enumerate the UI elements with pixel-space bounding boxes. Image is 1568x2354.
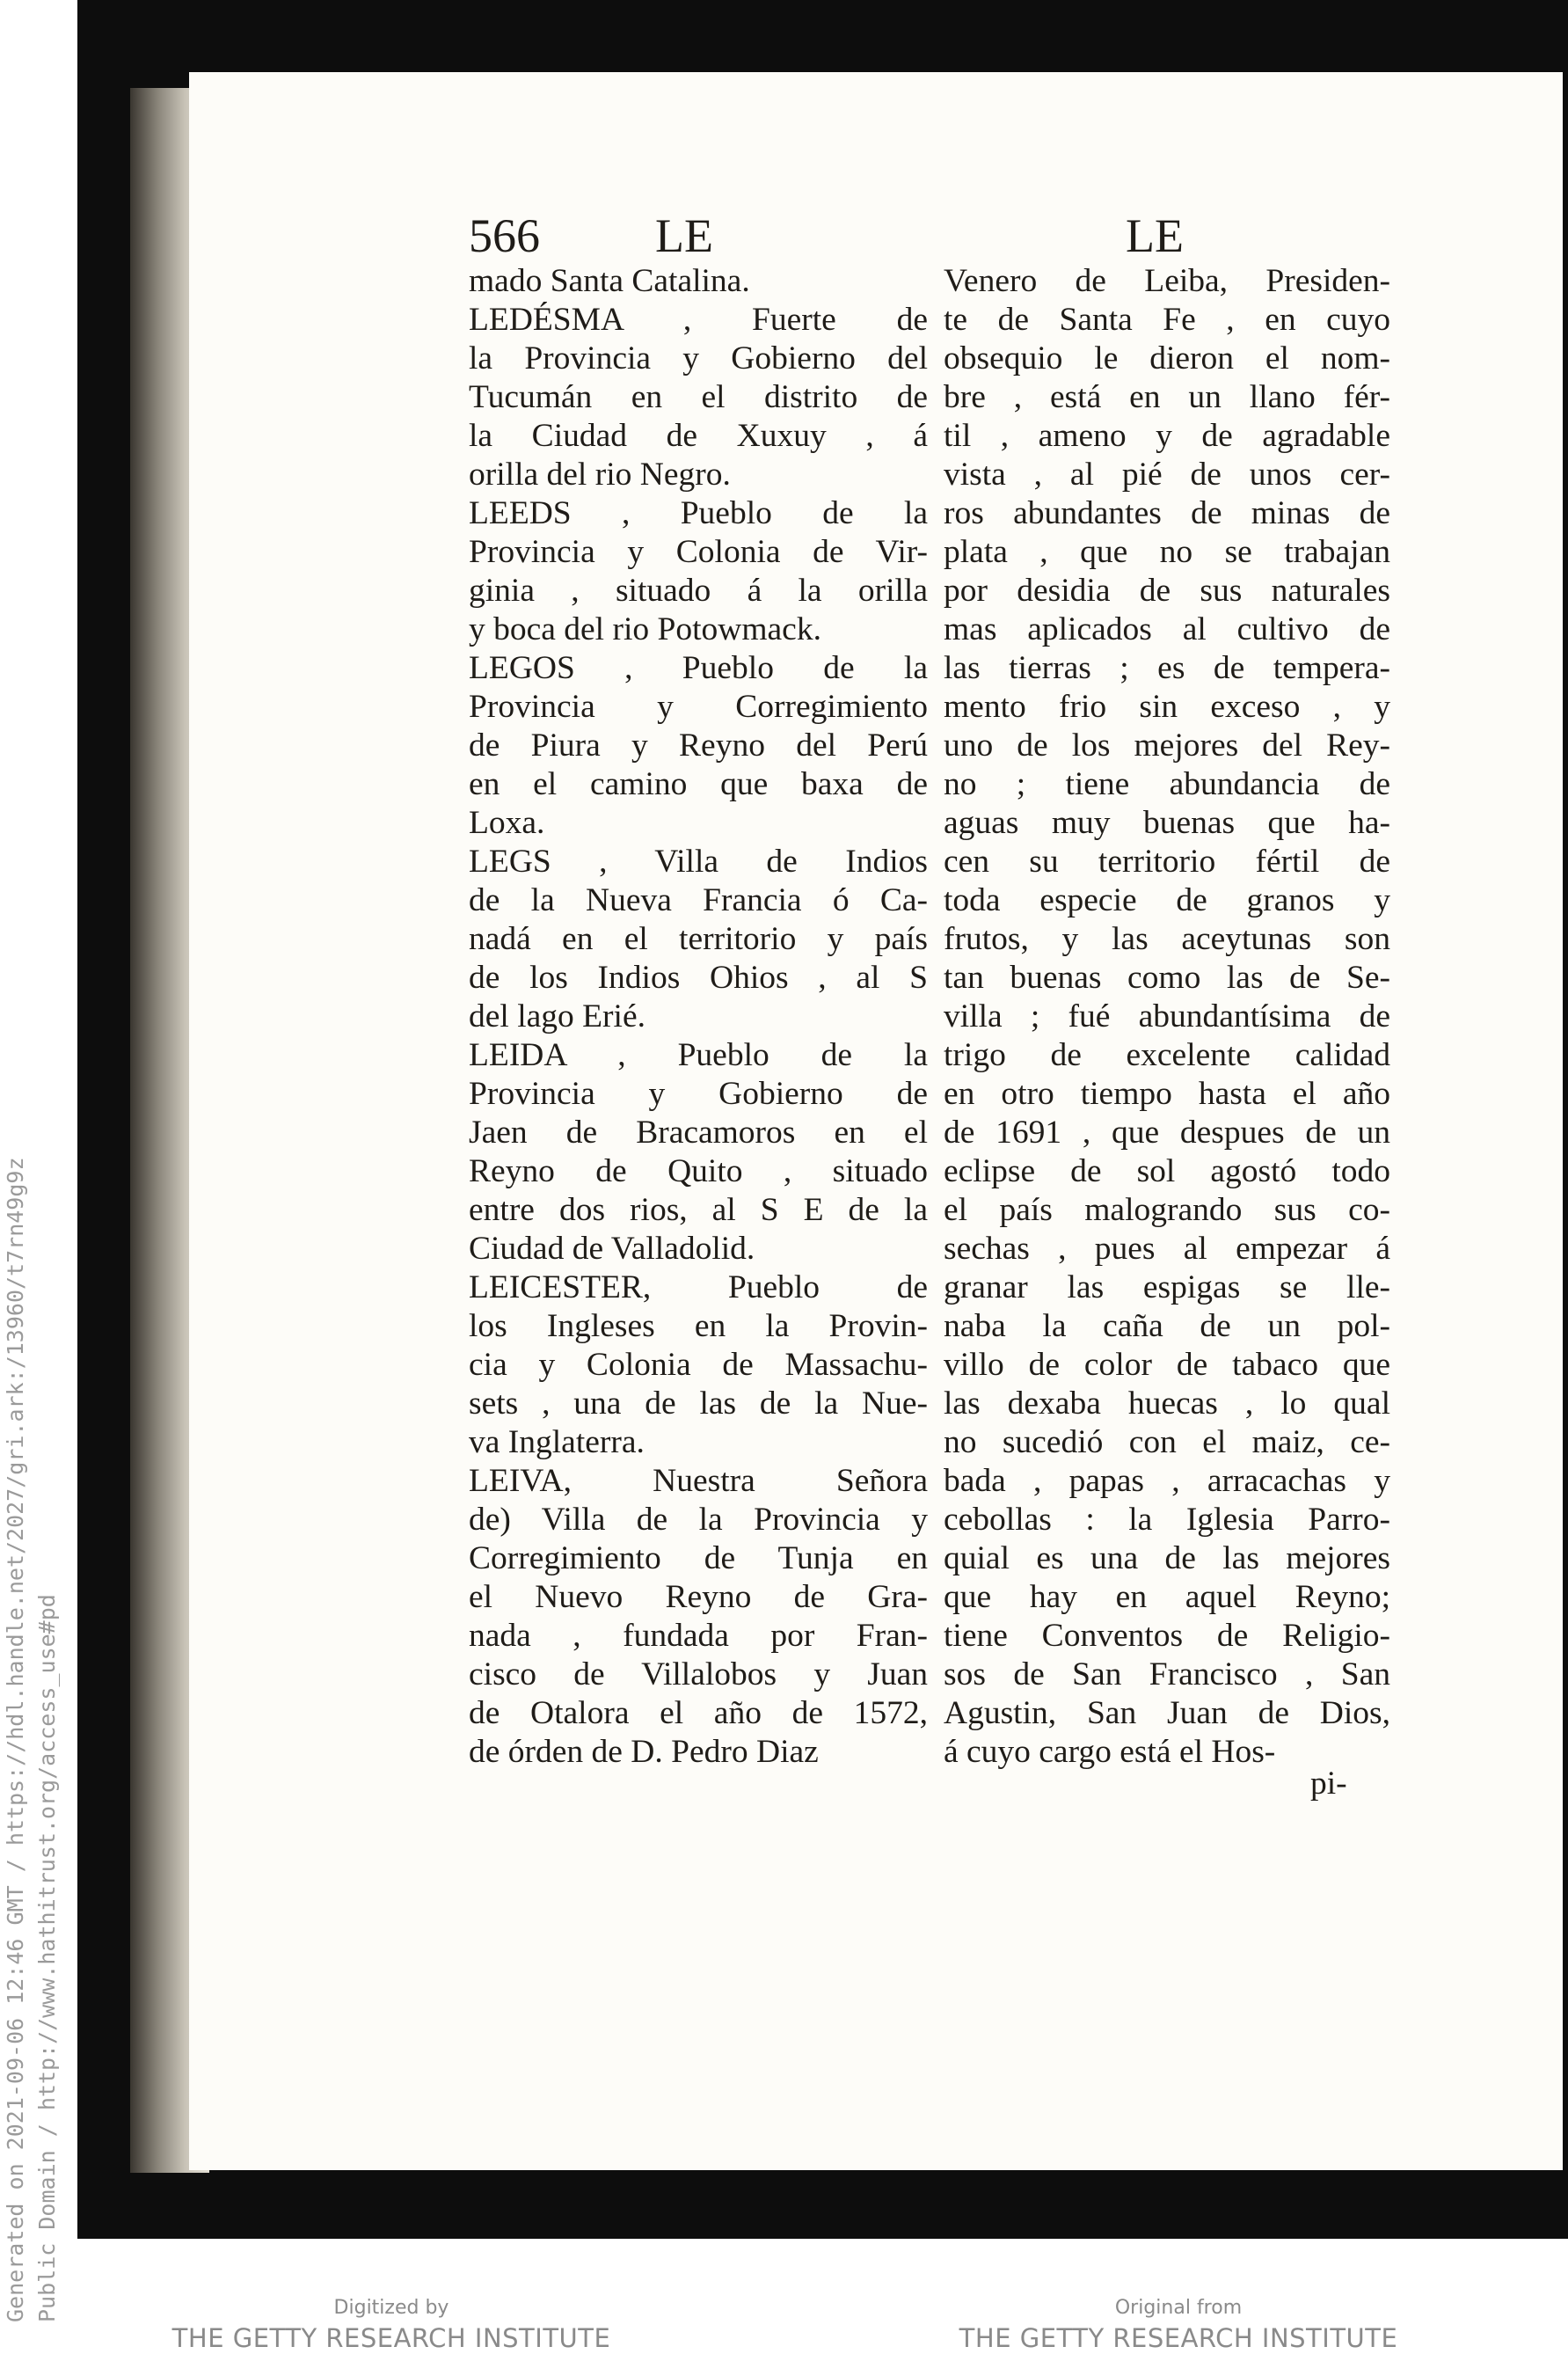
- text-line: frutos, y las aceytunas son: [944, 921, 1390, 957]
- text-line: el Nuevo Reyno de Gra-: [469, 1579, 928, 1615]
- text-line: plata , que no se trabajan: [944, 534, 1390, 570]
- text-line: del lago Erié.: [469, 998, 645, 1034]
- stamp-line-2: Public Domain / http://www.hathitrust.org/access_use#pd: [34, 1594, 60, 2322]
- text-line: orilla del rio Negro.: [469, 457, 731, 493]
- text-line: ginia , situado á la orilla: [469, 573, 928, 609]
- text-line: Provincia y Colonia de Vir-: [469, 534, 928, 570]
- text-line: LEGOS , Pueblo de la: [469, 650, 928, 686]
- text-line: LEDÉSMA , Fuerte de: [469, 302, 928, 338]
- text-line: ros abundantes de minas de: [944, 495, 1390, 531]
- text-line: Tucumán en el distrito de: [469, 379, 928, 415]
- text-line: de los Indios Ohios , al S: [469, 960, 928, 996]
- text-line: sechas , pues al empezar á: [944, 1231, 1390, 1267]
- text-line: eclipse de sol agostó todo: [944, 1153, 1390, 1189]
- text-line: la Ciudad de Xuxuy , á: [469, 418, 928, 454]
- text-line: te de Santa Fe , en cuyo: [944, 302, 1390, 338]
- text-line: á cuyo cargo está el Hos-: [944, 1734, 1276, 1770]
- original-from-label: Original from: [1114, 2297, 1243, 2319]
- text-line: de 1691 , que despues de un: [944, 1115, 1390, 1151]
- text-line: Reyno de Quito , situado: [469, 1153, 928, 1189]
- text-line: no sucedió con el maiz, ce-: [944, 1424, 1390, 1460]
- text-line: Agustin, San Juan de Dios,: [944, 1695, 1390, 1731]
- hathitrust-generation-stamp: [0, 1091, 70, 2322]
- stamp-line-1: Generated on 2021-09-06 12:46 GMT / https://hdl.handle.net/2027/gri.ark:/13960/t7rn49g9z: [3, 1157, 28, 2322]
- catchword: pi-: [1310, 1766, 1347, 1802]
- text-line: los Ingleses en la Provin-: [469, 1308, 928, 1344]
- text-line: Venero de Leiba, Presiden-: [944, 263, 1390, 299]
- text-line: LEGS , Villa de Indios: [469, 844, 928, 880]
- text-line: nadá en el territorio y país: [469, 921, 928, 957]
- text-line: va Inglaterra.: [469, 1424, 645, 1460]
- text-line: til , ameno y de agradable: [944, 418, 1390, 454]
- text-line: la Provincia y Gobierno del: [469, 340, 928, 376]
- text-line: el país malogrando sus co-: [944, 1192, 1390, 1228]
- text-line: de Piura y Reyno del Perú: [469, 727, 928, 764]
- text-line: LEEDS , Pueblo de la: [469, 495, 928, 531]
- text-line: villo de color de tabaco que: [944, 1347, 1390, 1383]
- original-holder-name: THE GETTY RESEARCH INSTITUTE: [959, 2323, 1398, 2353]
- text-line: bada , papas , arracachas y: [944, 1463, 1390, 1499]
- text-line: vista , al pié de unos cer-: [944, 457, 1390, 493]
- text-line: de la Nueva Francia ó Ca-: [469, 882, 928, 918]
- text-line: Provincia y Corregimiento: [469, 689, 928, 725]
- text-line: cen su territorio fértil de: [944, 844, 1390, 880]
- left-text-column: [469, 262, 928, 1772]
- page-number: 566: [469, 209, 540, 262]
- running-head-right: LE: [1126, 209, 1184, 262]
- text-line: sos de San Francisco , San: [944, 1656, 1390, 1692]
- text-line: uno de los mejores del Rey-: [944, 727, 1390, 764]
- text-line: nada , fundada por Fran-: [469, 1618, 928, 1654]
- text-line: LEIVA, Nuestra Señora: [469, 1463, 928, 1499]
- digitized-by-credit: [158, 2294, 624, 2354]
- text-line: de órden de D. Pedro Diaz: [469, 1734, 819, 1770]
- text-line: mas aplicados al cultivo de: [944, 611, 1390, 647]
- text-line: mento frio sin exceso , y: [944, 689, 1390, 725]
- text-line: villa ; fué abundantísima de: [944, 998, 1390, 1034]
- text-line: las dexaba huecas , lo qual: [944, 1385, 1390, 1422]
- digitizer-name: THE GETTY RESEARCH INSTITUTE: [171, 2323, 611, 2353]
- text-line: no ; tiene abundancia de: [944, 766, 1390, 802]
- text-line: cebollas : la Iglesia Parro-: [944, 1502, 1390, 1538]
- text-line: cia y Colonia de Massachu-: [469, 1347, 928, 1383]
- digitized-by-label: Digitized by: [333, 2297, 449, 2319]
- text-line: LEIDA , Pueblo de la: [469, 1037, 928, 1073]
- running-head-left: LE: [655, 209, 713, 262]
- text-line: Loxa.: [469, 805, 545, 841]
- text-line: en otro tiempo hasta el año: [944, 1076, 1390, 1112]
- text-line: y boca del rio Potowmack.: [469, 611, 821, 647]
- text-line: tiene Conventos de Religio-: [944, 1618, 1390, 1654]
- text-line: las tierras ; es de tempera-: [944, 650, 1390, 686]
- text-line: Ciudad de Valladolid.: [469, 1231, 755, 1267]
- text-line: de) Villa de la Provincia y: [469, 1502, 928, 1538]
- right-text-column: [944, 262, 1390, 1772]
- text-line: naba la caña de un pol-: [944, 1308, 1390, 1344]
- text-line: tan buenas como las de Se-: [944, 960, 1390, 996]
- text-line: entre dos rios, al S E de la: [469, 1192, 928, 1228]
- text-line: que hay en aquel Reyno;: [944, 1579, 1390, 1615]
- text-line: aguas muy buenas que ha-: [944, 805, 1390, 841]
- text-line: de Otalora el año de 1572,: [469, 1695, 928, 1731]
- text-line: bre , está en un llano fér-: [944, 379, 1390, 415]
- original-from-credit: [945, 2294, 1411, 2354]
- text-line: LEICESTER, Pueblo de: [469, 1269, 928, 1305]
- text-line: toda especie de granos y: [944, 882, 1390, 918]
- text-line: trigo de excelente calidad: [944, 1037, 1390, 1073]
- text-line: quial es una de las mejores: [944, 1540, 1390, 1576]
- text-line: en el camino que baxa de: [469, 766, 928, 802]
- text-line: cisco de Villalobos y Juan: [469, 1656, 928, 1692]
- text-line: granar las espigas se lle-: [944, 1269, 1390, 1305]
- text-line: Corregimiento de Tunja en: [469, 1540, 928, 1576]
- text-line: sets , una de las de la Nue-: [469, 1385, 928, 1422]
- text-line: Provincia y Gobierno de: [469, 1076, 928, 1112]
- text-line: Jaen de Bracamoros en el: [469, 1115, 928, 1151]
- text-line: por desidia de sus naturales: [944, 573, 1390, 609]
- text-line: mado Santa Catalina.: [469, 263, 750, 299]
- text-line: obsequio le dieron el nom-: [944, 340, 1390, 376]
